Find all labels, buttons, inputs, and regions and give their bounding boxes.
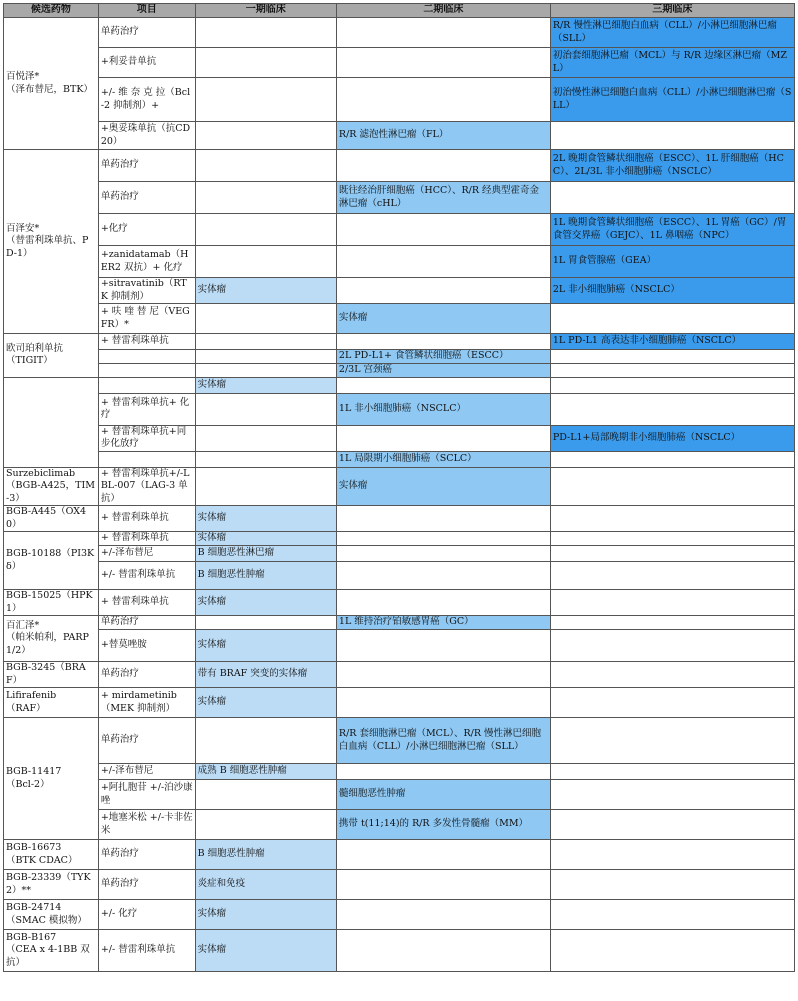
drug-name-cell: BGB-24714 （SMAC 模拟物）: [4, 900, 99, 930]
pipeline-body: [4, 18, 795, 972]
phase3-cell: [550, 506, 794, 532]
phase3-cell: [550, 688, 794, 718]
phase2-cell: [336, 425, 550, 451]
phase2-cell: 实体瘤: [336, 304, 550, 334]
phase2-cell: 髓细胞恶性肿瘤: [336, 780, 550, 810]
phase2-cell: R/R 滤泡性淋巴瘤（FL）: [336, 122, 550, 150]
phase3-cell: [550, 304, 794, 334]
item-cell: + 替雷利珠单抗: [98, 506, 195, 532]
phase1-cell: [195, 182, 336, 214]
phase3-cell: [550, 393, 794, 425]
item-cell: 单药治疗: [98, 662, 195, 688]
table-row: [4, 546, 795, 562]
phase1-cell: 实体瘤: [195, 532, 336, 546]
item-cell: 单药治疗: [98, 870, 195, 900]
phase2-cell: [336, 930, 550, 972]
table-row: [4, 900, 795, 930]
phase2-cell: [336, 590, 550, 616]
phase2-cell: [336, 532, 550, 546]
phase2-cell: 2/3L 宫颈癌: [336, 364, 550, 378]
phase3-cell: 初治慢性淋巴细胞白血病（CLL）/小淋巴细胞淋巴瘤（SLL）: [550, 78, 794, 122]
table-row: [4, 377, 795, 393]
table-row: [4, 764, 795, 780]
item-cell: [98, 451, 195, 467]
table-row: [4, 48, 795, 78]
phase3-cell: [550, 810, 794, 840]
item-cell: 单药治疗: [98, 840, 195, 870]
phase3-cell: [550, 350, 794, 364]
phase2-cell: [336, 377, 550, 393]
phase1-cell: [195, 451, 336, 467]
phase3-cell: [550, 840, 794, 870]
table-row: [4, 616, 795, 630]
drug-name-cell: 百汇泽* （帕米帕利，PARP1/2）: [4, 616, 99, 662]
phase3-cell: 1L PD-L1 高表达非小细胞肺癌（NSCLC）: [550, 334, 794, 350]
item-cell: + 呋 喹 替 尼（VEGFR）*: [98, 304, 195, 334]
table-row: [4, 150, 795, 182]
header-phase2: 二期临床: [336, 4, 550, 18]
table-row: [4, 590, 795, 616]
phase1-cell: [195, 718, 336, 764]
phase3-cell: 2L 晚期食管鳞状细胞癌（ESCC）、1L 肝细胞癌（HCC）、2L/3L 非小细胞肺癌（NSCLC）: [550, 150, 794, 182]
table-row: [4, 718, 795, 764]
pipeline-table: [3, 3, 795, 972]
phase1-cell: [195, 150, 336, 182]
phase1-cell: [195, 467, 336, 506]
item-cell: + 替雷利珠单抗+同步化放疗: [98, 425, 195, 451]
phase2-cell: [336, 150, 550, 182]
header-drug: 候选药物: [4, 4, 99, 18]
item-cell: 单药治疗: [98, 150, 195, 182]
phase3-cell: 1L 胃食管腺癌（GEA）: [550, 246, 794, 278]
phase2-cell: [336, 900, 550, 930]
phase1-cell: 实体瘤: [195, 590, 336, 616]
drug-name-cell: BGB-16673 （BTK CDAC）: [4, 840, 99, 870]
phase3-cell: R/R 慢性淋巴细胞白血病（CLL）/小淋巴细胞淋巴瘤（SLL）: [550, 18, 794, 48]
drug-name-cell: Lifirafenib （RAF）: [4, 688, 99, 718]
phase2-cell: [336, 840, 550, 870]
table-row: [4, 350, 795, 364]
phase3-cell: [550, 630, 794, 662]
table-row: [4, 930, 795, 972]
phase3-cell: 初治套细胞淋巴瘤（MCL）与 R/R 边缘区淋巴瘤（MZL）: [550, 48, 794, 78]
phase3-cell: [550, 451, 794, 467]
item-cell: +阿扎胞苷 +/-泊沙康唑: [98, 780, 195, 810]
phase1-cell: 实体瘤: [195, 930, 336, 972]
table-row: [4, 562, 795, 590]
phase1-cell: 实体瘤: [195, 630, 336, 662]
phase3-cell: [550, 930, 794, 972]
item-cell: +/- 维 奈 克 拉（Bcl-2 抑制剂）+: [98, 78, 195, 122]
item-cell: + 替雷利珠单抗+ 化疗: [98, 393, 195, 425]
drug-name-cell: BGB-23339（TYK2）**: [4, 870, 99, 900]
phase1-cell: [195, 78, 336, 122]
drug-name-cell: BGB-10188（PI3Kδ）: [4, 532, 99, 590]
drug-name-cell: Surzebiclimab （BGB-A425，TIM-3）: [4, 467, 99, 506]
table-row: [4, 334, 795, 350]
phase3-cell: [550, 364, 794, 378]
item-cell: [98, 377, 195, 393]
header-row: [4, 4, 795, 18]
phase3-cell: [550, 718, 794, 764]
drug-name-cell: 百泽安* （替雷利珠单抗、PD-1）: [4, 150, 99, 334]
phase1-cell: [195, 425, 336, 451]
phase2-cell: [336, 870, 550, 900]
phase2-cell: [336, 562, 550, 590]
phase3-cell: [550, 122, 794, 150]
phase1-cell: [195, 393, 336, 425]
phase1-cell: 实体瘤: [195, 688, 336, 718]
phase2-cell: [336, 48, 550, 78]
phase2-cell: 1L 局限期小细胞肺癌（SCLC）: [336, 451, 550, 467]
phase1-cell: [195, 810, 336, 840]
item-cell: +/- 替雷利珠单抗: [98, 562, 195, 590]
phase1-cell: [195, 304, 336, 334]
phase2-cell: [336, 334, 550, 350]
phase3-cell: [550, 590, 794, 616]
table-row: [4, 467, 795, 506]
table-row: [4, 214, 795, 246]
item-cell: +替莫唑胺: [98, 630, 195, 662]
table-row: [4, 662, 795, 688]
phase1-cell: B 细胞恶性淋巴瘤: [195, 546, 336, 562]
drug-name-cell: BGB-11417 （Bcl-2）: [4, 718, 99, 840]
phase1-cell: [195, 780, 336, 810]
phase3-cell: [550, 900, 794, 930]
phase1-cell: [195, 334, 336, 350]
phase1-cell: [195, 246, 336, 278]
drug-name-cell: BGB-B167 （CEA x 4-1BB 双抗）: [4, 930, 99, 972]
table-row: [4, 18, 795, 48]
item-cell: +zanidatamab（HER2 双抗）+ 化疗: [98, 246, 195, 278]
drug-name-cell: 百悦泽* （泽布替尼，BTK）: [4, 18, 99, 150]
phase3-cell: [550, 870, 794, 900]
phase2-cell: [336, 214, 550, 246]
phase1-cell: [195, 48, 336, 78]
phase3-cell: [550, 562, 794, 590]
phase1-cell: [195, 214, 336, 246]
drug-name-cell: BGB-3245（BRAF）: [4, 662, 99, 688]
phase2-cell: [336, 546, 550, 562]
phase3-cell: [550, 764, 794, 780]
phase2-cell: [336, 18, 550, 48]
phase2-cell: [336, 662, 550, 688]
phase2-cell: [336, 78, 550, 122]
phase2-cell: [336, 506, 550, 532]
table-row: [4, 451, 795, 467]
item-cell: +/- 替雷利珠单抗: [98, 930, 195, 972]
table-row: [4, 630, 795, 662]
phase1-cell: [195, 364, 336, 378]
phase1-cell: 实体瘤: [195, 900, 336, 930]
table-row: [4, 304, 795, 334]
phase2-cell: [336, 688, 550, 718]
table-row: [4, 182, 795, 214]
phase1-cell: 实体瘤: [195, 506, 336, 532]
phase3-cell: [550, 532, 794, 546]
item-cell: + mirdametinib（MEK 抑制剂）: [98, 688, 195, 718]
phase2-cell: 1L 维持治疗铂敏感胃癌（GC）: [336, 616, 550, 630]
table-row: [4, 364, 795, 378]
phase1-cell: 成熟 B 细胞恶性肿瘤: [195, 764, 336, 780]
item-cell: 单药治疗: [98, 18, 195, 48]
phase1-cell: 带有 BRAF 突变的实体瘤: [195, 662, 336, 688]
item-cell: +/- 化疗: [98, 900, 195, 930]
item-cell: + 替雷利珠单抗+/-LBL-007（LAG-3 单抗）: [98, 467, 195, 506]
drug-name-cell: BGB-A445（OX40）: [4, 506, 99, 532]
table-row: [4, 688, 795, 718]
drug-name-cell: [4, 377, 99, 467]
phase3-cell: [550, 780, 794, 810]
header-phase1: 一期临床: [195, 4, 336, 18]
phase3-cell: [550, 467, 794, 506]
phase3-cell: PD-L1+局部晚期非小细胞肺癌（NSCLC）: [550, 425, 794, 451]
phase2-cell: 1L 非小细胞肺癌（NSCLC）: [336, 393, 550, 425]
header-phase3: 三期临床: [550, 4, 794, 18]
item-cell: [98, 364, 195, 378]
header-item: 项目: [98, 4, 195, 18]
phase1-cell: B 细胞恶性肿瘤: [195, 562, 336, 590]
phase2-cell: [336, 246, 550, 278]
phase3-cell: [550, 616, 794, 630]
phase3-cell: 1L 晚期食管鳞状细胞癌（ESCC）、1L 胃癌（GC）/胃食管交界癌（GEJC）、1L 鼻咽癌（NPC）: [550, 214, 794, 246]
item-cell: 单药治疗: [98, 616, 195, 630]
phase2-cell: 2L PD-L1+ 食管鳞状细胞癌（ESCC）: [336, 350, 550, 364]
phase2-cell: 既往经治肝细胞癌（HCC）、R/R 经典型霍奇金淋巴瘤（cHL）: [336, 182, 550, 214]
phase1-cell: [195, 18, 336, 48]
table-row: [4, 506, 795, 532]
table-row: [4, 870, 795, 900]
item-cell: + 替雷利珠单抗: [98, 334, 195, 350]
table-row: [4, 122, 795, 150]
item-cell: +奥妥珠单抗（抗CD20）: [98, 122, 195, 150]
item-cell: +利妥昔单抗: [98, 48, 195, 78]
table-row: [4, 278, 795, 304]
phase2-cell: 携带 t(11;14)的 R/R 多发性骨髓瘤（MM）: [336, 810, 550, 840]
table-row: [4, 840, 795, 870]
phase1-cell: 实体瘤: [195, 278, 336, 304]
table-row: [4, 532, 795, 546]
phase3-cell: [550, 662, 794, 688]
item-cell: + 替雷利珠单抗: [98, 532, 195, 546]
phase1-cell: [195, 616, 336, 630]
phase1-cell: 炎症和免疫: [195, 870, 336, 900]
phase1-cell: [195, 350, 336, 364]
item-cell: + 替雷利珠单抗: [98, 590, 195, 616]
table-row: [4, 78, 795, 122]
phase3-cell: [550, 377, 794, 393]
phase2-cell: R/R 套细胞淋巴瘤（MCL）、R/R 慢性淋巴细胞白血病（CLL）/小淋巴细胞淋巴瘤（SLL）: [336, 718, 550, 764]
phase3-cell: [550, 546, 794, 562]
item-cell: +化疗: [98, 214, 195, 246]
item-cell: +/-泽布替尼: [98, 764, 195, 780]
item-cell: 单药治疗: [98, 718, 195, 764]
phase2-cell: [336, 764, 550, 780]
phase3-cell: 2L 非小细胞肺癌（NSCLC）: [550, 278, 794, 304]
phase2-cell: 实体瘤: [336, 467, 550, 506]
table-row: [4, 810, 795, 840]
phase2-cell: [336, 630, 550, 662]
item-cell: [98, 350, 195, 364]
phase1-cell: B 细胞恶性肿瘤: [195, 840, 336, 870]
table-row: [4, 246, 795, 278]
table-row: [4, 425, 795, 451]
item-cell: +地塞米松 +/-卡非佐米: [98, 810, 195, 840]
phase1-cell: [195, 122, 336, 150]
drug-name-cell: 欧司珀利单抗 （TIGIT）: [4, 334, 99, 378]
item-cell: 单药治疗: [98, 182, 195, 214]
phase1-cell: 实体瘤: [195, 377, 336, 393]
phase3-cell: [550, 182, 794, 214]
item-cell: +/-泽布替尼: [98, 546, 195, 562]
item-cell: +sitravatinib（RTK 抑制剂）: [98, 278, 195, 304]
table-row: [4, 780, 795, 810]
drug-name-cell: BGB-15025（HPK1）: [4, 590, 99, 616]
phase2-cell: [336, 278, 550, 304]
table-row: [4, 393, 795, 425]
